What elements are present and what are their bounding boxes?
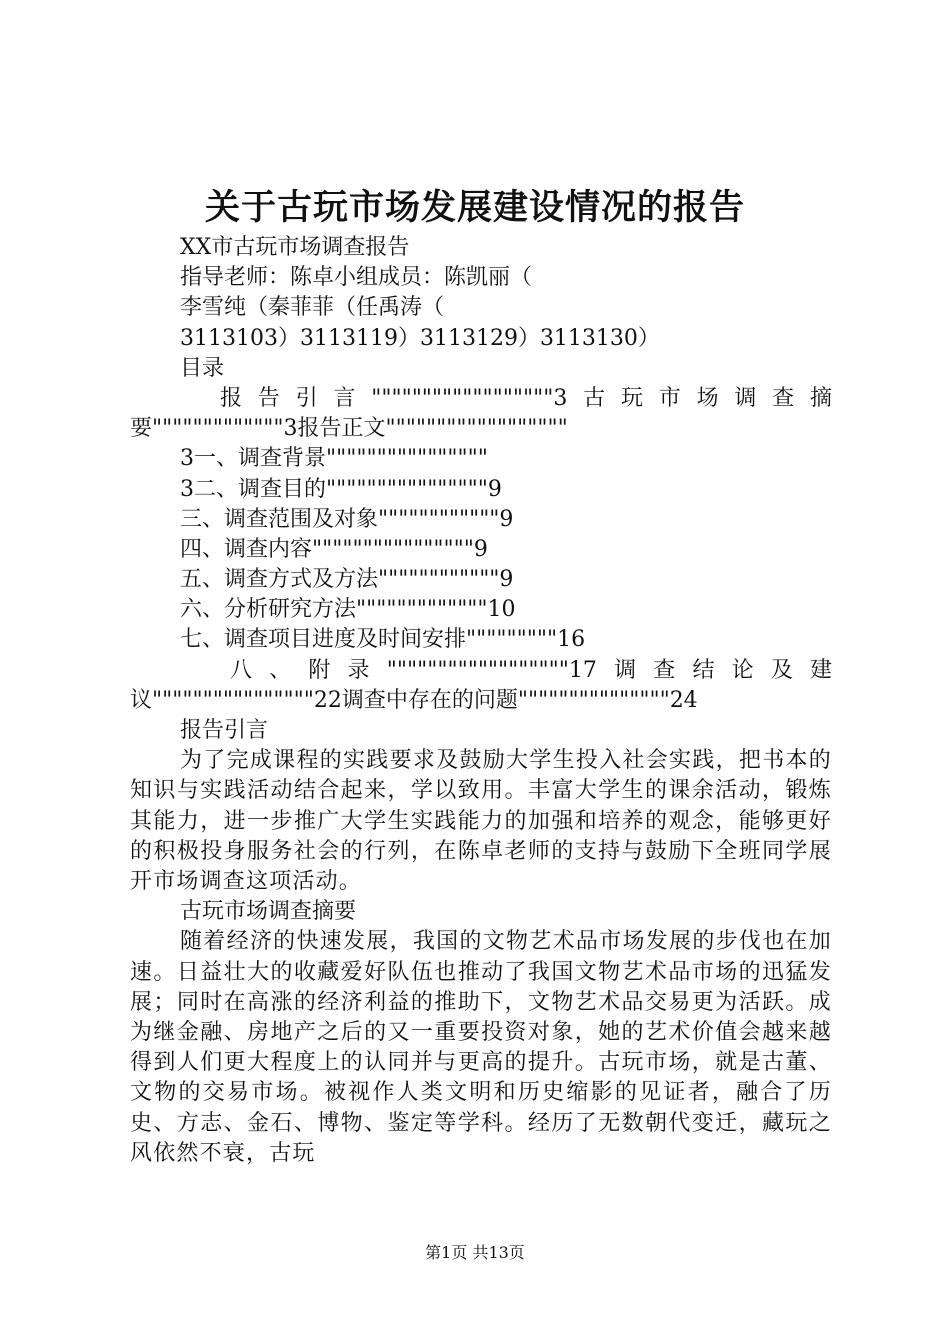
report-subtitle: XX市古玩市场调查报告 (180, 235, 410, 260)
toc-item: 七、调查项目进度及时间安排"""""""""16 (180, 627, 586, 653)
toc-heading: 目录 (180, 355, 225, 381)
toc-wrapped-line-2a: 八、附录""""""""""""""""""17调查结论及建 (230, 657, 832, 683)
toc-item: 三、调查范围及对象""""""""""""9 (180, 506, 514, 532)
toc-item: 四、调查内容""""""""""""""""9 (180, 536, 488, 562)
intro-paragraph: 为了完成课程的实践要求及鼓励大学生投入社会实践，把书本的知识与实践活动结合起来，学以致用。丰富大学生的课余活动，锻炼其能力，进一步推广大学生实践能力的加强和培养的观念，能够更好的积极投身服务社会的行列，在陈卓老师的支持与鼓励下全班同学展开市场调查这项活动。 (130, 748, 832, 894)
toc-wrapped-line-2b: 议""""""""""""""""22调查中存在的问题"""""""""""""""24 (130, 687, 698, 713)
toc-wrapped-line-1b: 要"""""""""""""3报告正文"""""""""""""""""" (130, 416, 568, 442)
toc-item: 3一、调查背景"""""""""""""""" (180, 446, 488, 472)
members-line: 李雪纯（秦菲菲（任禹涛（ (180, 295, 445, 321)
document-title: 关于古玩市场发展建设情况的报告 (204, 187, 745, 228)
section-heading-summary: 古玩市场调查摘要 (180, 899, 357, 925)
toc-item: 3二、调查目的""""""""""""""""9 (180, 476, 502, 502)
toc-item: 五、调查方式及方法""""""""""""9 (180, 567, 514, 593)
page-footer: 第1页 共13页 (425, 1243, 525, 1262)
section-heading-intro: 报告引言 (180, 718, 269, 743)
toc-item: 六、分析研究方法"""""""""""""10 (180, 597, 516, 623)
summary-paragraph: 随着经济的快速发展，我国的文物艺术品市场发展的步伐也在加速。日益壮大的收藏爱好队伍也推动了我国文物艺术品市场的迅猛发展；同时在高涨的经济利益的推助下，文物艺术品交易更为活跃。成为继金融、房地产之后的又一重要投资对象，她的艺术价值会越来越得到人们更大程度上的认同并与更高的提升。古玩市场，就是古董、文物的交易市场。被视作人类文明和历史缩影的见证者，融合了历史、方志、金石、博物、鉴定等学科。经历了无数朝代变迁，藏玩之风依然不衰，古玩 (130, 929, 832, 1166)
student-ids-line: 3113103）3113119）3113129）3113130） (180, 325, 660, 351)
advisor-line: 指导老师：陈卓小组成员：陈凯丽（ (180, 265, 533, 291)
document-body (130, 233, 832, 1169)
toc-wrapped-line-1a: 报告引言""""""""""""""""""3古玩市场调查摘 (220, 385, 832, 411)
